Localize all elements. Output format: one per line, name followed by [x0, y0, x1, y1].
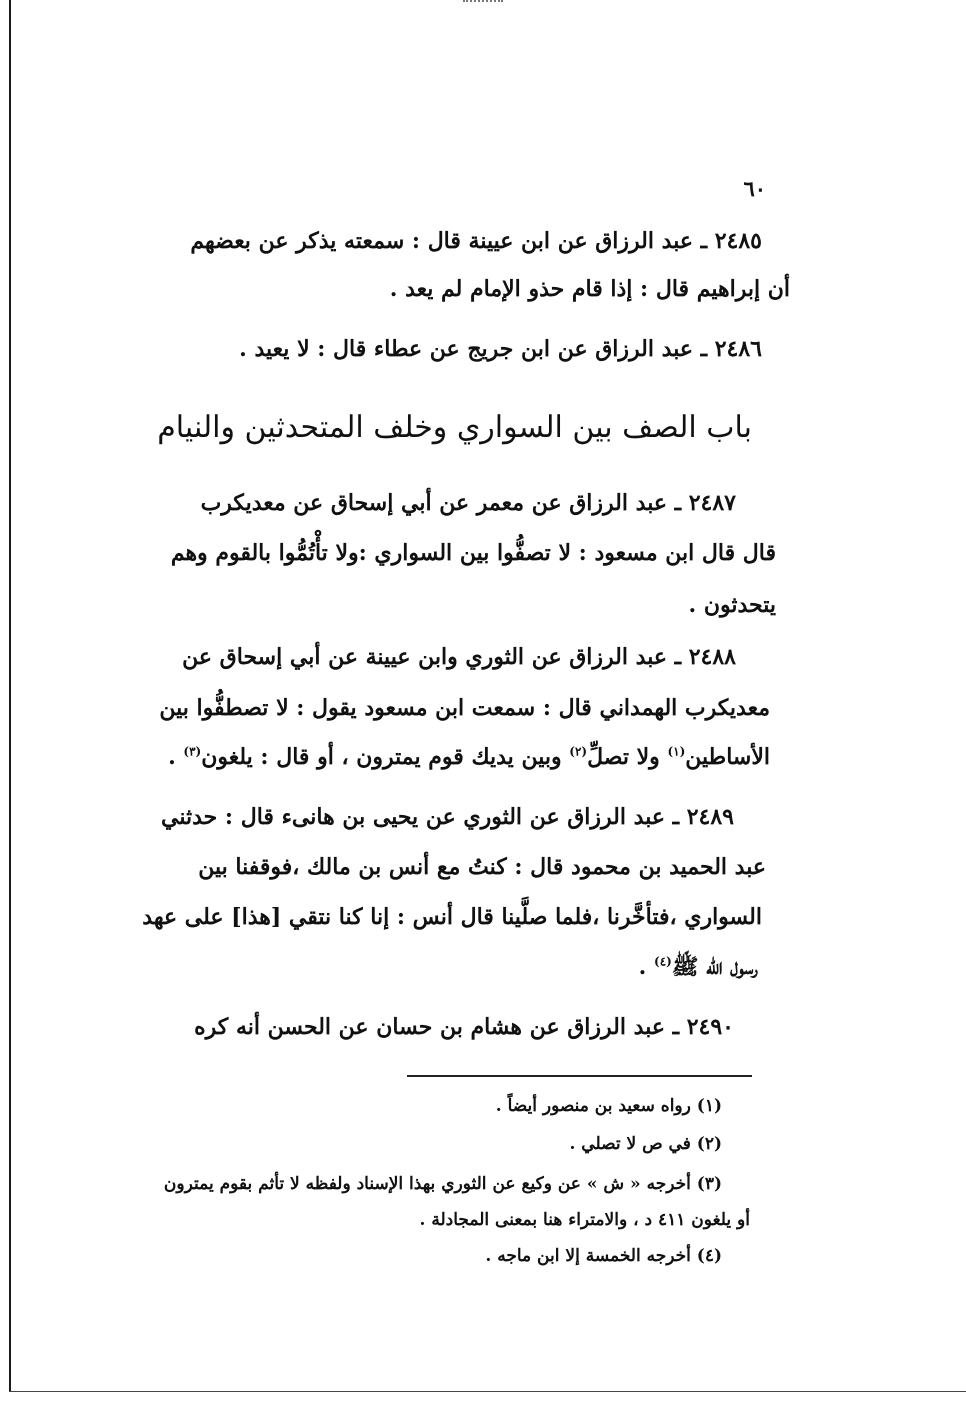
hadith-2489-line-3: السواري ،فتأخَّرنا ،فلما صلَّينا قال أنس : إنا كنا نتقي [هذا] على عهد: [142, 904, 762, 930]
footnote-separator: [407, 1075, 752, 1077]
footnote-ref-2: (٢): [569, 744, 588, 759]
footnote-ref-4: (٤): [654, 954, 672, 969]
hadith-2487-line-3: يتحدثون .: [688, 592, 776, 618]
hadith-2489-line-1: ٢٤٨٩ ـ عبد الرزاق عن الثوري عن يحيى بن هانىء قال : حدثني: [161, 804, 734, 830]
line-end-period: .: [638, 954, 647, 980]
hadith-2485-line-1: ٢٤٨٥ ـ عبد الرزاق عن ابن عيينة قال : سمعته يذكر عن بعضهم: [190, 228, 762, 254]
footnote-3-line-2: أو يلغون ٤١١ د ، والامتراء هنا بمعنى المجادلة .: [419, 1210, 750, 1230]
hadith-2487-line-2: قال قال ابن مسعود : لا تصفُّوا بين السواري :ولا تأْتُمُّوا بالقوم وهم: [170, 540, 776, 566]
scan-left-border: [9, 0, 11, 1392]
hadith-2490-line-1: ٢٤٩٠ ـ عبد الرزاق عن هشام بن حسان عن الحسن أنه كره: [194, 1014, 734, 1040]
footnote-ref-3: (٣): [183, 744, 202, 759]
hadith-2485-line-2: أن إبراهيم قال : إذا قام حذو الإمام لم يعد .: [389, 276, 790, 302]
footnote-1: (١) رواه سعيد بن منصور أيضاً .: [495, 1096, 722, 1116]
chapter-title: باب الصف بين السواري وخلف المتحدثين والنيام: [157, 410, 752, 445]
footnote-2: (٢) في ص لا تصلي .: [569, 1134, 722, 1154]
page-number: ٦٠: [743, 176, 766, 201]
hadith-2489-line-2: عبد الحميد بن محمود قال : كنتُ مع أنس بن مالك ،فوقفنا بين: [198, 854, 766, 880]
al-asatin-word: الأساطين: [685, 744, 770, 770]
hadith-2488-line-2: معديكرب الهمداني قال : سمعت ابن مسعود يقول : لا تصطفُّوا بين: [159, 695, 770, 721]
wa-la-tusalli-phrase: ولا تصلِّ: [587, 744, 660, 770]
rasul-allah-phrase: رسول الله ﷺ: [671, 954, 758, 980]
top-edge-mark: [463, 0, 503, 5]
hadith-2486-line-1: ٢٤٨٦ ـ عبد الرزاق عن ابن جريج عن عطاء قال : لا يعيد .: [239, 336, 762, 362]
footnote-3-line-1: (٣) أخرجه « ش » عن وكيع عن الثوري بهذا الإسناد ولفظه لا تأثم بقوم يمترون: [163, 1174, 722, 1194]
footnote-4: (٤) أخرجه الخمسة إلا ابن ماجه .: [485, 1246, 722, 1266]
hadith-2488-line-1: ٢٤٨٨ ـ عبد الرزاق عن الثوري وابن عيينة عن أبي إسحاق عن: [182, 644, 736, 670]
hadith-2488-line-3: [168, 746, 770, 768]
hadith-2487-line-1: ٢٤٨٧ ـ عبد الرزاق عن معمر عن أبي إسحاق عن معديكرب: [200, 490, 736, 516]
footnote-ref-1: (١): [667, 744, 686, 759]
hadith-2489-line-4: [639, 956, 758, 978]
line-end-period: .: [168, 744, 176, 770]
scan-bottom-border: [9, 1391, 966, 1392]
yamtarun-phrase: وبين يديك قوم يمترون ، أو قال : يلغون: [201, 744, 562, 770]
